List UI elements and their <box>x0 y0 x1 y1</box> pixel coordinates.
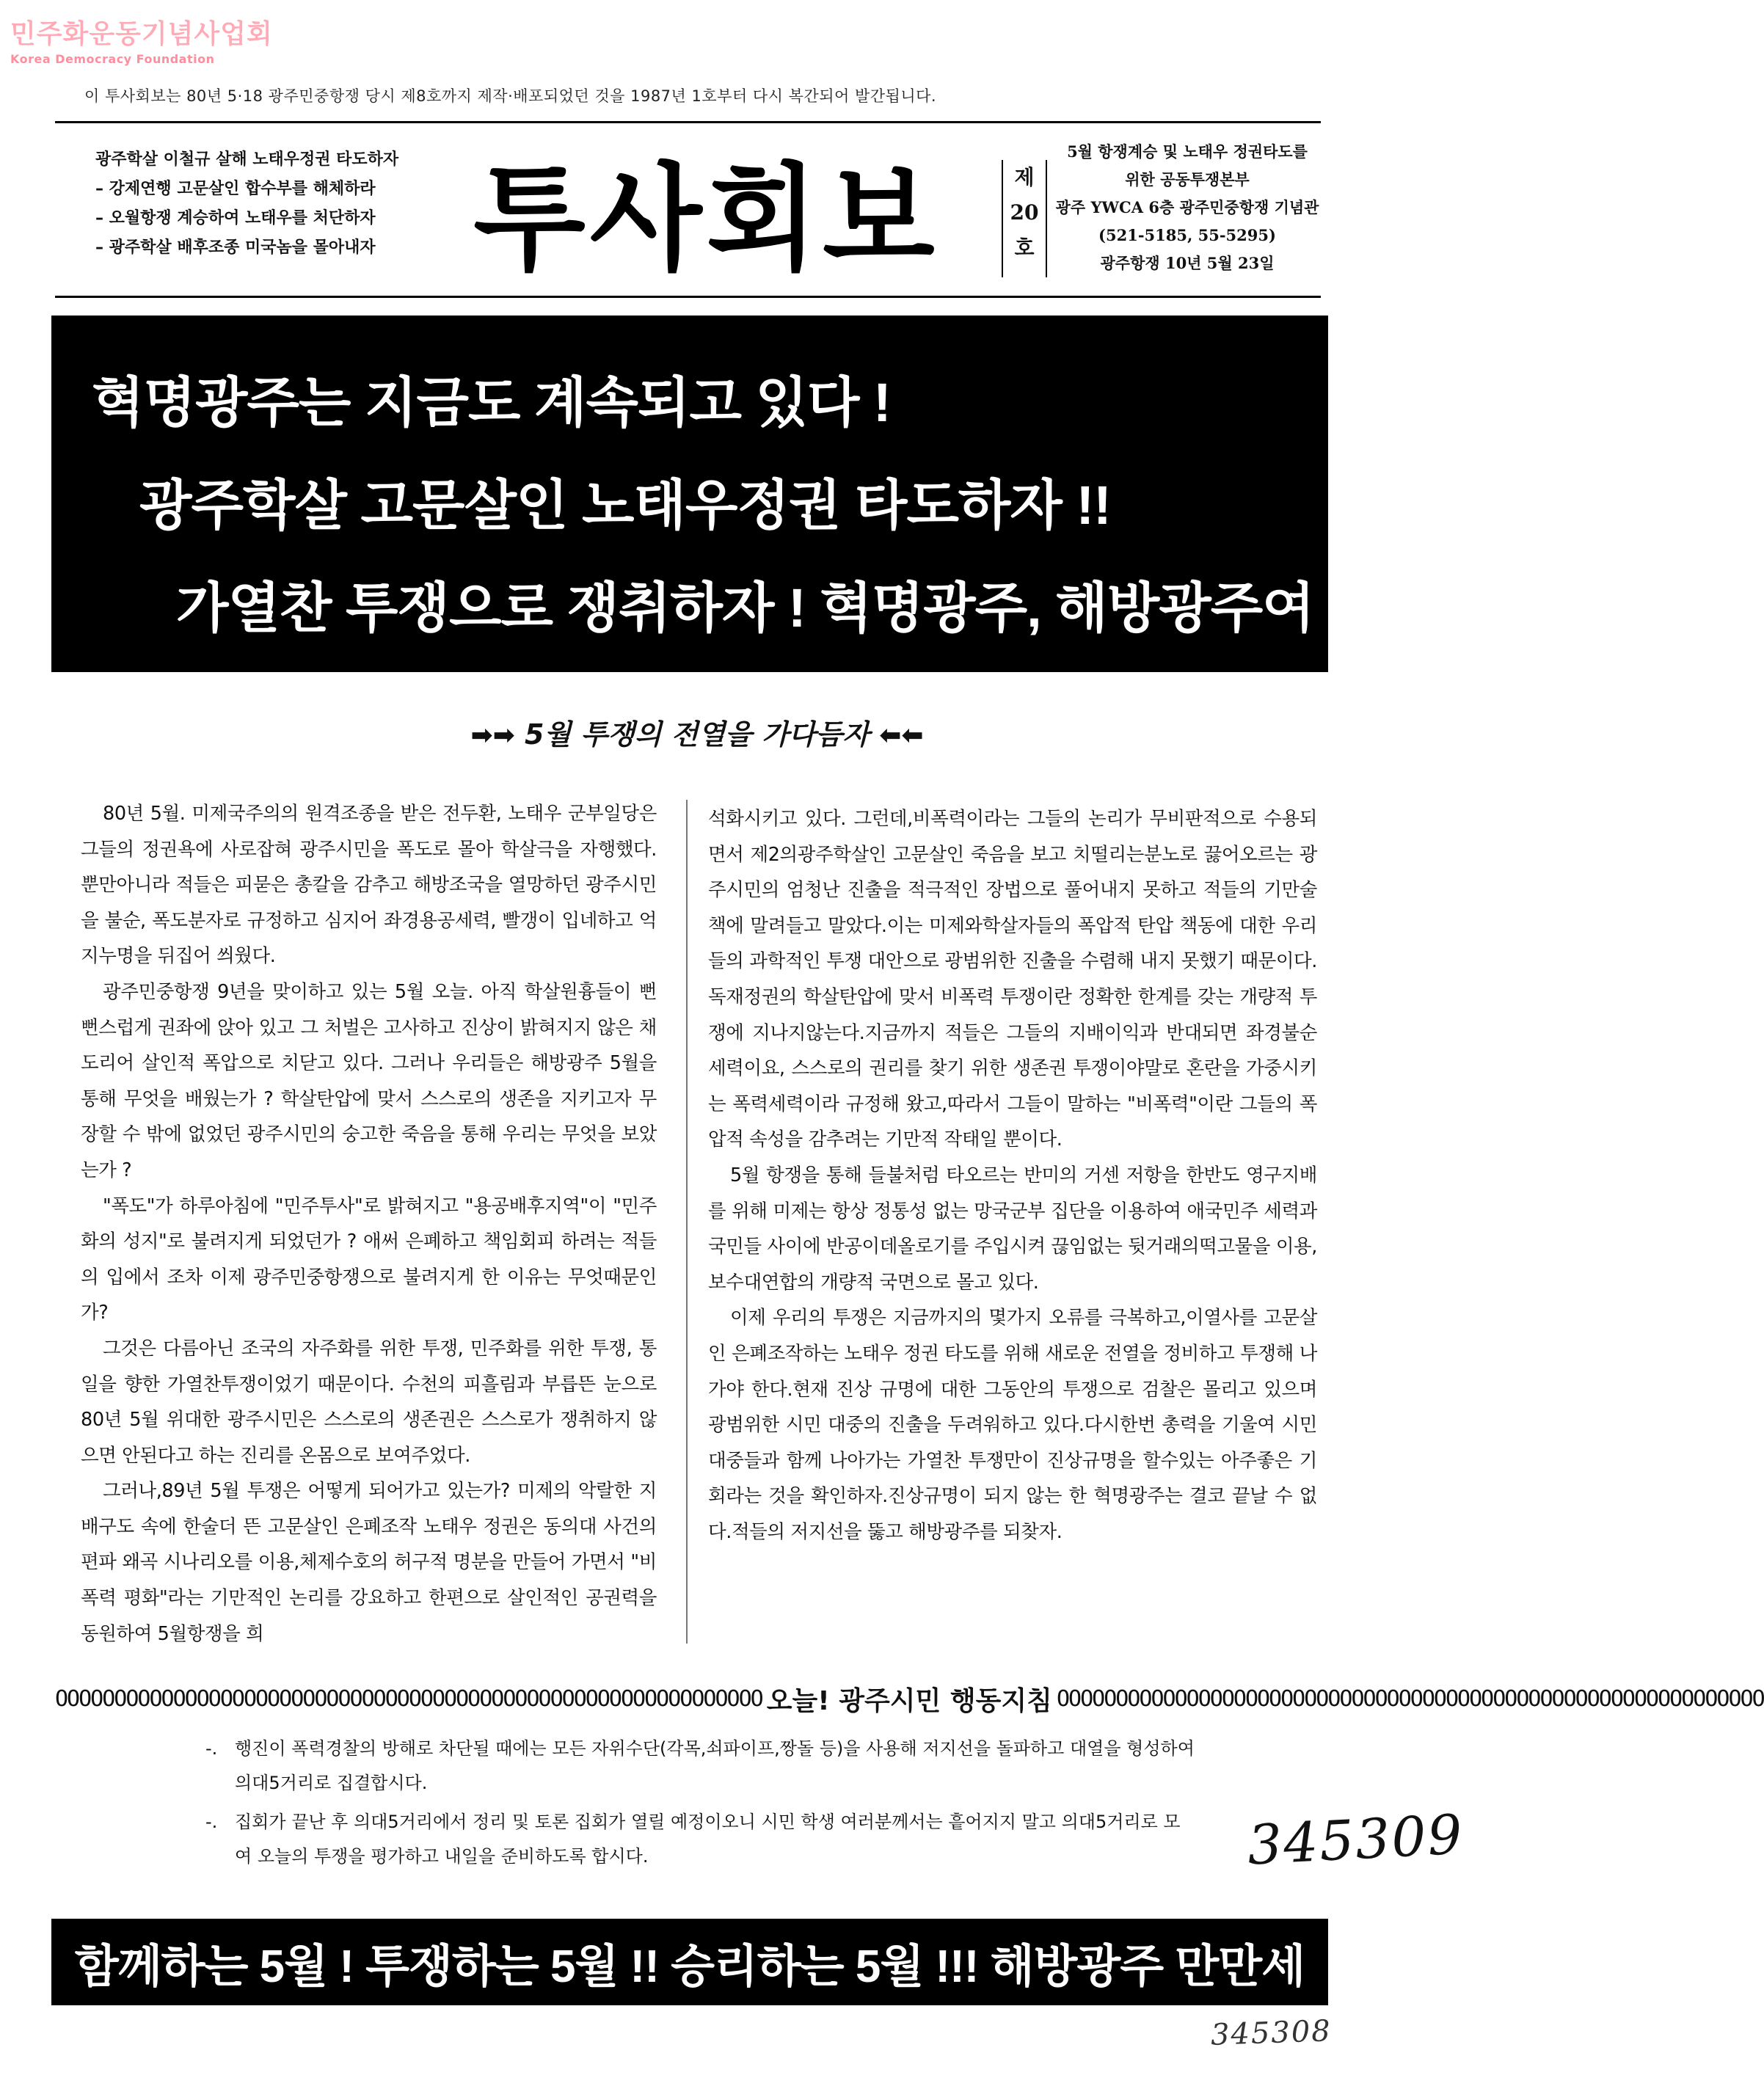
article-paragraph: 광주민중항쟁 9년을 맞이하고 있는 5월 오늘. 아직 학살원흉들이 뻔뻔스럽게 권좌에 앉아 있고 그 처벌은 고사하고 진상이 밝혀지지 않은 채 도리어 살인적 폭압으로 치닫고 있다. 그러나 우리들은 해방광주 5월을 통해 무엇을 배웠는가 ? 학살탄압에 맞서 스스로의 생존을 지키고자 무장할 수 밖에 없었던 광주시민의 숭고한 죽음을 통해 우리는 무엇을 보았는가 ? <box>81 980 657 1181</box>
publisher-date: 광주항쟁 10년 5월 23일 <box>1100 254 1275 272</box>
issue-suffix: 호 <box>1014 236 1035 260</box>
article-paragraph: 5월 항쟁을 통해 들불처럼 타오르는 반미의 거센 저항을 한반도 영구지배를 위해 미제는 항상 정통성 없는 망국군부 집단을 이용하여 애국민주 세력과 국민들 사이에 반공이데올로기를 주입시켜 끊임없는 뒷거래의떡고물을 이용,보수대연합의 개량적 국면으로 몰고 있다. <box>708 1164 1317 1294</box>
article-paragraph: 이제 우리의 투쟁은 지금까지의 몇가지 오류를 극복하고,이열사를 고문살인 은폐조작하는 노태우 정권 타도를 위해 새로운 전열을 정비하고 투쟁해 나가야 한다.현재 진상 규명에 대한 그동안의 투쟁으로 검찰은 몰리고 있으며 광범위한 시민 대중의 진출을 두려워하고 있다.다시한번 총력을 기울여 시민대중들과 함께 나아가는 가열찬 투쟁만이 진상규명을 할수있는 아주좋은 기회라는 것을 확인하자.진상규명이 되지 않는 한 혁명광주는 결코 끝날 수 없다.적들의 저지선을 뚫고 해방광주를 되찾자. <box>708 1307 1317 1543</box>
publisher-line: 5월 항쟁계승 및 노태우 정권타도를 <box>1067 142 1308 161</box>
guideline-text: 집회가 끝난 후 의대5거리에서 정리 및 토론 집회가 열릴 예정이오니 시민 학생 여러분께서는 흩어지지 말고 의대5거리로 모여 오늘의 투쟁을 평가하고 내일을 준비하도록 합시다. <box>235 1812 1181 1867</box>
slogan-band <box>51 1919 1328 2005</box>
article-left-column <box>81 796 657 1652</box>
article-paragraph: 석화시키고 있다. 그런데,비폭력이라는 그들의 논리가 무비판적으로 수용되면서 제2의광주학살인 고문살인 죽음을 보고 치떨리는분노로 끓어오르는 광주시민의 엄청난 진출을 적극적인 장법으로 풀어내지 못하고 적들의 기만술책에 말려들고 말았다.이는 미제와학살자들의 폭압적 탄압 책동에 대한 우리들의 과학적인 투쟁 대안으로 광범위한 진출을 수렴해 내지 못했기 때문이다. 독재정권의 학살탄압에 맞서 비폭력 투쟁이란 정확한 한계를 갖는 개량적 투쟁에 지나지않는다.지금까지 적들은 그들의 지배이익과 반대되면 좌경불순 세력이요, 스스로의 권리를 찾기 위한 생존권 투쟁이야말로 혼란을 가중시키는 폭력세력이라 규정해 왔고,따라서 그들이 말하는 "비폭력"이란 그들의 폭압적 속성을 감추려는 기만적 작태일 뿐이다. <box>708 808 1317 1151</box>
list-marker: -. <box>205 1738 218 1759</box>
column-divider <box>686 800 688 1644</box>
publisher-line: 위한 공동투쟁본부 <box>1125 170 1250 189</box>
masthead-slogan: – 강제연행 고문살인 합수부를 해체하라 <box>95 180 376 198</box>
ring-decoration: OOOOOOOOOOOOOOOOOOOOOOOOOOOOOOOOOOOOOOOOOOOOOOOOOOOOOOOOOOOO <box>55 1685 762 1712</box>
publisher-line: 광주 YWCA 6층 광주민중항쟁 기념관 <box>1055 198 1319 216</box>
guidelines-title: 오늘! 광주시민 행동지침 <box>766 1685 1052 1716</box>
document-number: 345308 <box>1210 2014 1333 2052</box>
masthead-slogans <box>95 145 440 263</box>
issue-value: 20 <box>1010 200 1039 225</box>
headline-line: 가열찬 투쟁으로 쟁취하자 ! 혁명광주, 해방광주여 !!! <box>176 577 1381 638</box>
guideline-item <box>205 1805 1196 1874</box>
logo-english: Korea Democracy Foundation <box>10 52 215 66</box>
foundation-logo <box>10 13 273 66</box>
reprint-note: 이 투사회보는 80년 5·18 광주민중항쟁 당시 제8호까지 제작·배포되었던 것을 1987년 1호부터 다시 복간되어 발간됩니다. <box>84 87 937 105</box>
publisher-phone: (521-5185, 55-5295) <box>1098 226 1276 244</box>
guideline-item <box>205 1732 1196 1801</box>
arrow-right-icon: ➡➡ <box>470 721 515 751</box>
issue-prefix: 제 <box>1014 165 1035 189</box>
masthead <box>55 121 1321 298</box>
section-title <box>367 712 1027 752</box>
issue-number <box>1002 160 1047 277</box>
guideline-text: 행진이 폭력경찰의 방해로 차단될 때에는 모든 자위수단(각목,쇠파이프,짱돌 등)을 사용해 저지선을 돌파하고 대열을 형성하여 의대5거리로 집결합시다. <box>235 1738 1195 1793</box>
handwritten-number: 345309 <box>1245 1803 1465 1878</box>
masthead-slogan: – 광주학살 배후조종 미국놈을 몰아내자 <box>95 238 376 257</box>
guidelines-list <box>205 1732 1196 1878</box>
article-right-column <box>708 801 1317 1550</box>
article-paragraph: "폭도"가 하루아침에 "민주투사"로 밝혀지고 "용공배후지역"이 "민주화의 성지"로 불려지게 되었던가 ? 애써 은폐하고 책임회피 하려는 적들의 입에서 조차 이제 광주민중항쟁으로 불려지게 한 이유는 무엇때문인가? <box>81 1195 657 1324</box>
masthead-slogan: – 오월항쟁 계승하여 노태우를 처단하자 <box>95 209 376 227</box>
article-paragraph: 그러나,89년 5월 투쟁은 어떻게 되어가고 있는가? 미제의 악랄한 지배구도 속에 한술더 뜬 고문살인 은폐조작 노태우 정권은 동의대 사건의 편파 왜곡 시나리오를 이용,체제수호의 허구적 명분을 만들어 가면서 "비폭력 평화"라는 기만적인 논리를 강요하고 한편으로 살인적인 공권력을 동원하여 5월항쟁을 희 <box>81 1480 657 1645</box>
masthead-slogan: 광주학살 이철규 살해 노태우정권 타도하자 <box>95 150 399 169</box>
headline-band <box>51 316 1381 672</box>
article-paragraph: 그것은 다름아닌 조국의 자주화를 위한 투쟁, 민주화를 위한 투쟁, 통일을 향한 가열찬투쟁이었기 때문이다. 수천의 피흘림과 부릅뜬 눈으로 80년 5월 위대한 광주시민은 스스로의 생존권은 스스로가 쟁취하지 않으면 안된다고 하는 진리를 온몸으로 보여주었다. <box>81 1337 657 1467</box>
ring-decoration: OOOOOOOOOOOOOOOOOOOOOOOOOOOOOOOOOOOOOOOOOOOOOOOOOOOOOOOOOOOO <box>1056 1685 1764 1712</box>
guidelines-header <box>55 1680 1764 1717</box>
slogan-text: 함께하는 5월 ! 투쟁하는 5월 !! 승리하는 5월 !!! 해방광주 만만세 <box>74 1941 1305 1992</box>
arrow-left-icon: ⬅⬅ <box>879 721 924 751</box>
newspaper-title: 투사회보 <box>473 152 939 287</box>
headline-line: 혁명광주는 지금도 계속되고 있다 ! <box>92 372 891 433</box>
article-paragraph: 80년 5월. 미제국주의의 원격조종을 받은 전두환, 노태우 군부일당은 그들의 정권욕에 사로잡혀 광주시민을 폭도로 몰아 학살극을 자행했다. 뿐만아니라 적들은 피묻은 총칼을 감추고 해방조국을 열망하던 광주시민을 불순, 폭도분자로 규정하고 심지어 좌경용공세력, 빨갱이 입네하고 억지누명을 뒤집어 씌웠다. <box>81 803 657 968</box>
publisher-info <box>1052 138 1323 277</box>
headline-line: 광주학살 고문살인 노태우정권 타도하자 !! <box>139 475 1111 536</box>
list-marker: -. <box>205 1812 218 1832</box>
logo-korean: 민주화운동기념사업회 <box>10 19 273 49</box>
section-title-text: 5월 투쟁의 전열을 가다듬자 <box>525 718 870 751</box>
